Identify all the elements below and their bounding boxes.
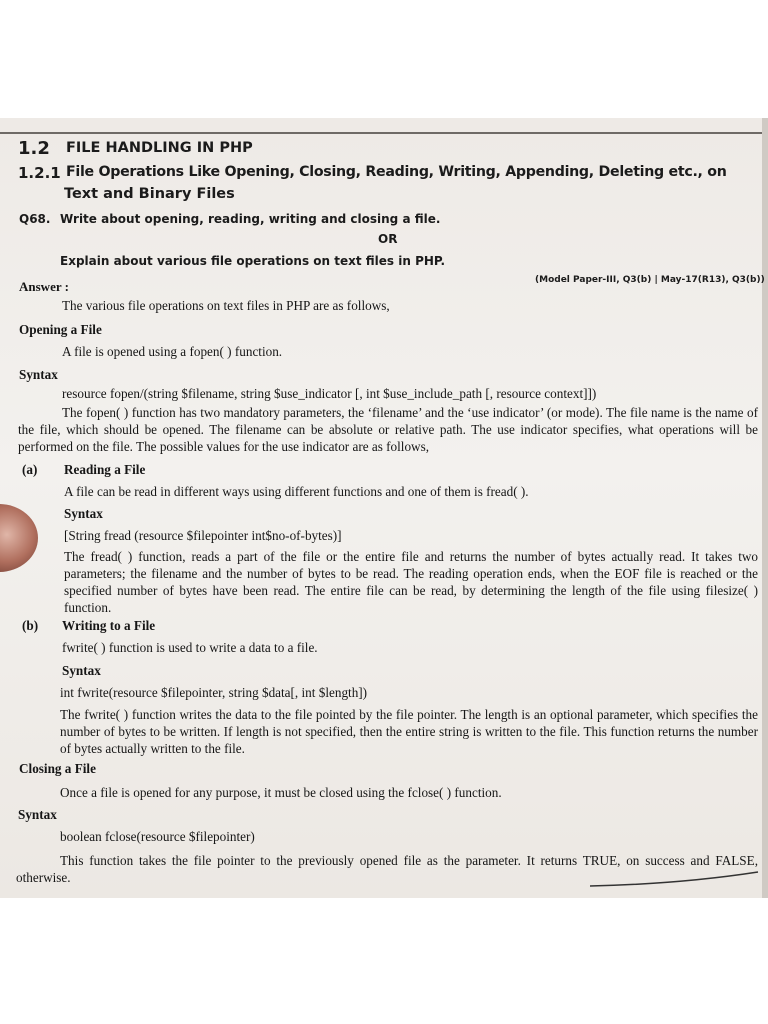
opening-heading: Opening a File	[19, 322, 102, 337]
reference: (Model Paper-III, Q3(b) | May-17(R13), Q3(b))	[535, 275, 765, 285]
opening-text: A file is opened using a fopen( ) function.	[62, 344, 283, 359]
closing-text: Once a file is opened for any purpose, it must be closed using the fclose( ) function.	[60, 785, 502, 800]
question-alt: Explain about various file operations on text files in PHP.	[60, 254, 446, 268]
page-edge	[762, 118, 768, 898]
writing-syntax: int fwrite(resource $filepointer, string $data[, int $length])	[60, 685, 368, 700]
answer-label: Answer :	[19, 279, 69, 294]
reading-syntax-label: Syntax	[64, 506, 103, 521]
question-number: Q68.	[19, 212, 51, 226]
question-or: OR	[378, 232, 398, 246]
reading-heading: Reading a File	[64, 462, 146, 477]
opening-syntax: resource fopen/(string $filename, string $use_indicator [, int $use_include_path [, resource context]])	[62, 386, 597, 401]
intro-text: The various file operations on text files in PHP are as follows,	[62, 298, 390, 313]
writing-description: The fwrite( ) function writes the data to the file pointed by the file pointer. The length is an optional parameter, which specifies the number of bytes to be written. If length is not specified, then the entire string is written to the file. This function returns the number of bytes actually written to the file.	[60, 707, 758, 756]
writing-text: fwrite( ) function is used to write a data to a file.	[62, 640, 318, 655]
textbook-page	[0, 118, 768, 898]
writing-marker: (b)	[22, 618, 39, 633]
subsection-title-line1: File Operations Like Opening, Closing, Reading, Writing, Appending, Deleting etc., on	[66, 164, 727, 180]
question-text: Write about opening, reading, writing and closing a file.	[60, 212, 441, 226]
closing-heading: Closing a File	[19, 761, 96, 776]
writing-heading: Writing to a File	[62, 618, 156, 633]
opening-description: The fopen( ) function has two mandatory parameters, the ‘filename’ and the ‘use indicator’ (or mode). The file name is the name of the file, which should be opened. The filename can be absolute or relative path. The use indicator specifies, what operations will be performed on the file. The possible values for the use indicator are as follows,	[18, 405, 758, 454]
reading-text: A file can be read in different ways using different functions and one of them is fread( ).	[64, 484, 529, 499]
closing-syntax: boolean fclose(resource $filepointer)	[60, 829, 255, 844]
reading-syntax: [String fread (resource $filepointer int$no-of-bytes)]	[64, 528, 342, 543]
subsection-title-line2: Text and Binary Files	[64, 186, 235, 202]
underline-curve	[590, 870, 760, 890]
reading-marker: (a)	[22, 462, 38, 477]
top-rule	[0, 132, 768, 134]
opening-syntax-label: Syntax	[19, 367, 58, 382]
section-number: 1.2	[18, 138, 50, 159]
reading-description: The fread( ) function, reads a part of the file or the entire file and returns the number of bytes actually read. It takes two parameters; the filename and the number of bytes to be read. The reading operation ends, when the EOF file is reached or the specified number of bytes have been read. The entire file can be read, by determining the length of the file using filesize( ) function.	[64, 549, 758, 615]
writing-syntax-label: Syntax	[62, 663, 101, 678]
thumb-photo	[0, 504, 38, 572]
subsection-number: 1.2.1	[18, 164, 61, 182]
closing-syntax-label: Syntax	[18, 807, 57, 822]
closing-description: This function takes the file pointer to the previously opened file as the parameter. It returns TRUE, on success and FALSE, otherwise.	[16, 853, 758, 885]
section-title: FILE HANDLING IN PHP	[66, 140, 253, 156]
